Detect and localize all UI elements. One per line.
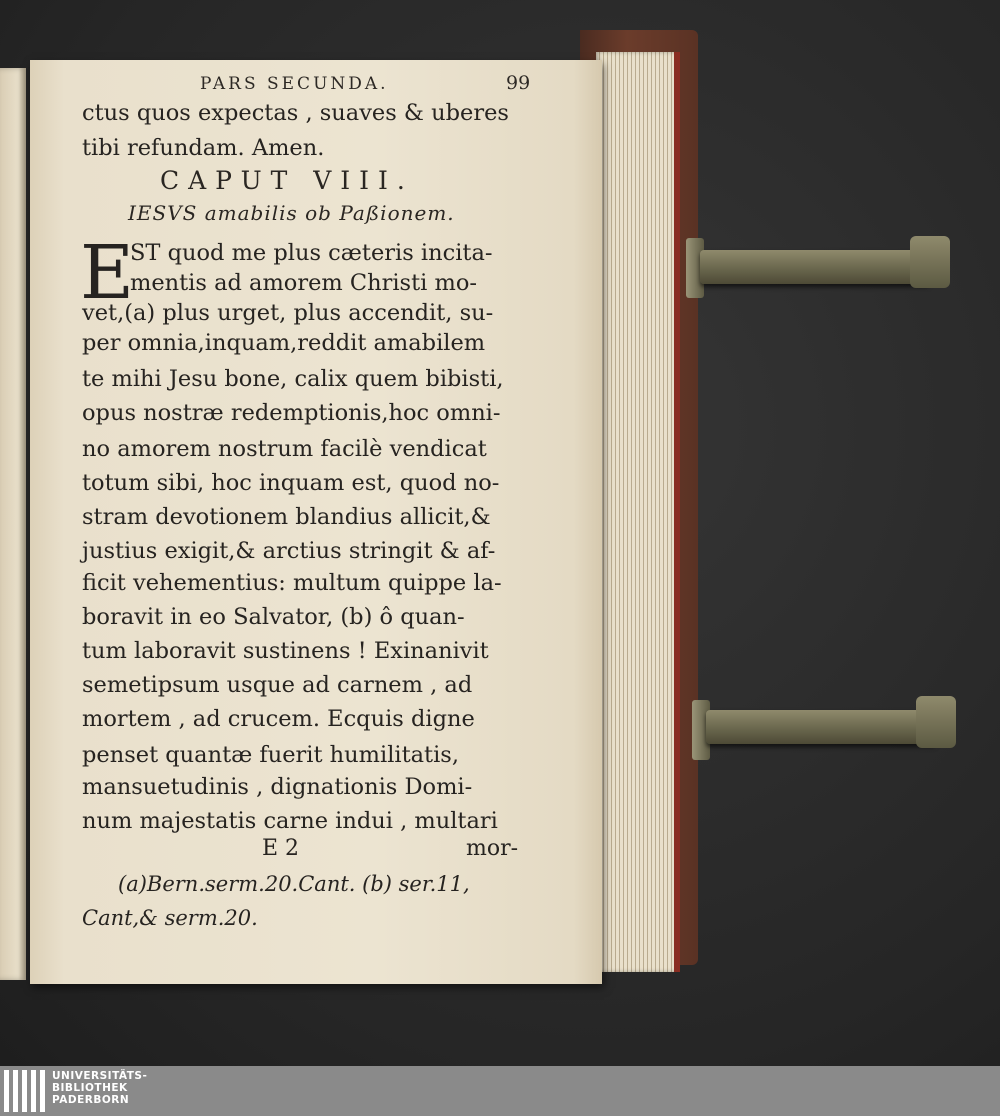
text-line: justius exigit,& arctius stringit & af-	[82, 538, 496, 564]
library-footer	[0, 1066, 1000, 1116]
drop-cap: E	[80, 230, 135, 316]
text-line: num majestatis carne indui , multari	[82, 808, 498, 834]
text-line: no amorem nostrum facilè vendicat	[82, 436, 487, 462]
text-line: opus nostræ redemptionis,hoc omni-	[82, 400, 501, 426]
text-line: ficit vehementius: multum quippe la-	[82, 570, 502, 596]
text-line: tibi refundam. Amen.	[82, 135, 325, 161]
text-line: ctus quos expectas , suaves & uberes	[82, 100, 509, 126]
text-line: per omnia,inquam,reddit amabilem	[82, 330, 486, 356]
text-line: mentis ad amorem Christi mo-	[130, 270, 477, 296]
chapter-title: CAPUT VIII.	[160, 166, 414, 195]
page-number: 99	[506, 72, 531, 94]
text-line: te mihi Jesu bone, calix quem bibisti,	[82, 366, 504, 392]
lower-clasp-end	[916, 696, 956, 748]
text-line: mortem , ad crucem. Ecquis digne	[82, 706, 475, 732]
upper-clasp-end	[910, 236, 950, 288]
running-header: PARS SECUNDA.	[200, 74, 389, 94]
text-line: semetipsum usque ad carnem , ad	[82, 672, 473, 698]
upper-clasp-bar	[700, 250, 930, 284]
text-line: vet,(a) plus urget, plus accendit, su-	[82, 300, 494, 326]
text-line: mansuetudinis , dignationis Domi-	[82, 774, 473, 800]
text-line: stram devotionem blandius allicit,&	[82, 504, 491, 530]
lower-clasp-bar	[706, 710, 936, 744]
catchword: mor-	[466, 836, 519, 861]
text-line: totum sibi, hoc inquam est, quod no-	[82, 470, 500, 496]
library-logo-icon	[4, 1070, 46, 1112]
text-line: boravit in eo Salvator, (b) ô quan-	[82, 604, 465, 630]
footnote-line: Cant,& serm.20.	[82, 906, 258, 930]
text-line: tum laboravit sustinens ! Exinanivit	[82, 638, 489, 664]
red-edge	[674, 52, 680, 972]
library-name: UNIVERSITÄTS- BIBLIOTHEK PADERBORN	[52, 1070, 148, 1106]
text-line: ST quod me plus cæteris incita-	[130, 240, 493, 266]
left-page-edge	[0, 68, 26, 980]
text-line: penset quantæ fuerit humilitatis,	[82, 742, 459, 768]
page-block-edges	[596, 52, 680, 972]
footnote-line: (a)Bern.serm.20.Cant. (b) ser.11,	[118, 872, 470, 896]
chapter-subtitle: IESVS amabilis ob Paßionem.	[128, 201, 455, 225]
signature-mark: E 2	[262, 836, 300, 861]
